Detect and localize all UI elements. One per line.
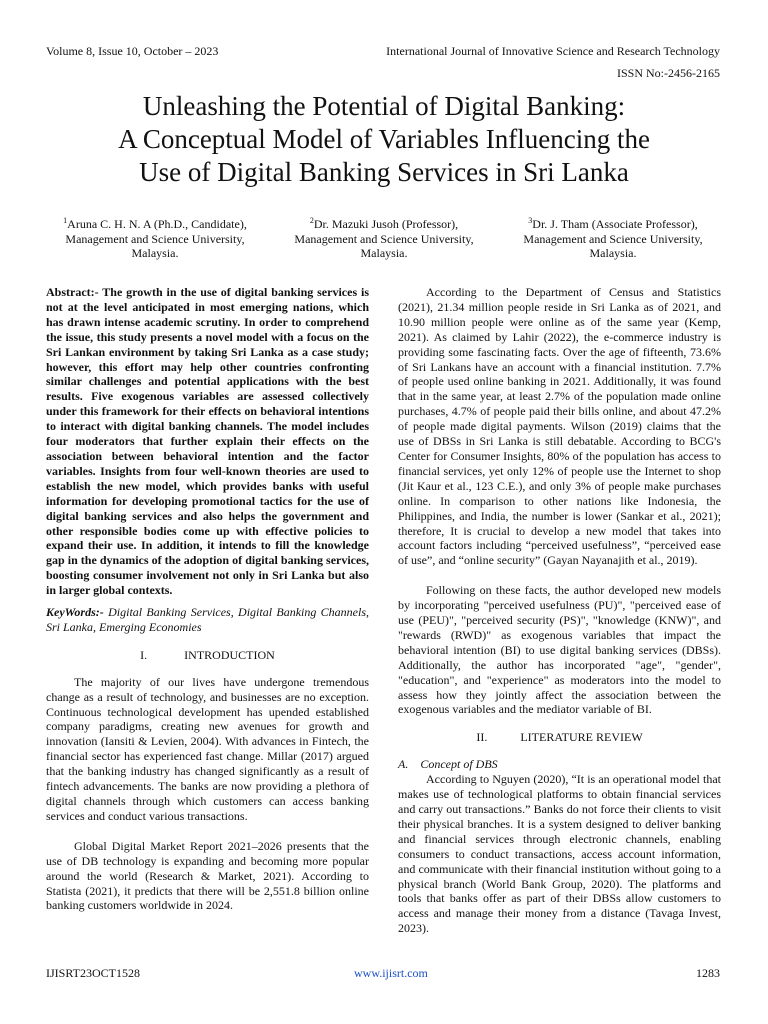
census-paragraph: According to the Department of Census and Statistics (2021), 21.34 million people reside in Sri Lanka as of 2021, and 10.90 million people were online as of the same year (Kemp, 2021). As claimed by Lahir (2022), the e-commerce industry is providing some fascinating facts. Over the age of fifteenth, 73.6% of Sri Lankans have an account with a financial institution. 7.7% of people used online banking in 2021. Additionally, it was found that in the same year, at least 2.7% of the population made online purchases, 4.7% of people paid their bills online, and about 47.2% of people made digital payments. Wilson (2019) claims that the use of DBSs in Sri Lanka is still debatable. According to BCG's Center for Consumer Insights, 80% of the population has access to financial services, yet only 12% of people use the Internet to shop (Jit Kaur et al., 123 C.E.), and only 3% of people make purchases online. In comparison to other nations like Indonesia, the Philippines, and India, the number is lower (Sankar et al., 2021); therefore, It is crucial to develop a new model that takes into account factors including “perceived usefulness”, “perceived ease of use”, and “online security” (Gayan Nayanajith et al., 2019). xyxy=(398,285,721,568)
title-line: A Conceptual Model of Variables Influencing the xyxy=(118,124,650,154)
author-country: Malaysia. xyxy=(360,246,408,260)
section-number: I. xyxy=(140,647,148,662)
page-number: 1283 xyxy=(696,966,720,980)
section-number: II. xyxy=(476,730,488,745)
author-sup: 1 xyxy=(63,216,68,225)
author-country: Malaysia. xyxy=(589,246,637,260)
paper-code: IJISRT23OCT1528 xyxy=(46,966,140,980)
author-sup: 3 xyxy=(528,216,533,225)
author-affiliation: Management and Science University, xyxy=(523,231,703,246)
intro-paragraph-2: Global Digital Market Report 2021–2026 presents that the use of DB technology is expanding and becoming more popular around the world (Research & Market, 2021). According to Statista (2021), it predicts that there will be 2,551.8 billion online banking customers worldwide in 2024. xyxy=(46,838,369,913)
author-1 xyxy=(40,214,270,261)
author-sup: 2 xyxy=(309,216,314,225)
left-column xyxy=(46,285,369,913)
right-column xyxy=(398,285,721,936)
author-3 xyxy=(498,214,728,261)
keywords-text: Digital Banking Services, Digital Banking Channels, Sri Lanka, Emerging Economies xyxy=(46,605,370,634)
journal-url-link[interactable]: www.ijisrt.com xyxy=(354,966,428,980)
section-title: INTRODUCTION xyxy=(184,647,275,662)
subsection-heading: A. Concept of DBS xyxy=(398,757,498,772)
author-country: Malaysia. xyxy=(131,246,179,260)
author-name: Dr. Mazuki Jusoh (Professor), xyxy=(313,217,459,231)
author-name: Dr. J. Tham (Associate Professor), xyxy=(532,217,698,231)
model-paragraph: Following on these facts, the author developed new models by incorporating "perceived usefulness (PU)", "perceived ease of use (PEU)", "perceived security (PS)", "knowledge (KNW)", and "rewards (RWD)" as exogenous variables that impact the behavioral intention (BI) to use digital banking services (DBSs). Additionally, the author has incorporated "age", "gender", "education", and "experience" as moderators into the model to assess how they jointly affect the association between the exogenous variables and the mediator variable of BI. xyxy=(398,583,721,717)
section-title: LITERATURE REVIEW xyxy=(520,730,643,745)
author-name: Aruna C. H. N. A (Ph.D., Candidate), xyxy=(67,217,247,231)
journal-name: International Journal of Innovative Science and Research Technology xyxy=(386,44,720,58)
author-affiliation: Management and Science University, xyxy=(65,231,245,246)
issn: ISSN No:-2456-2165 xyxy=(616,66,720,80)
section-heading-introduction xyxy=(46,648,369,663)
author-2 xyxy=(269,214,499,261)
intro-paragraph-1: The majority of our lives have undergone tremendous change as a result of technology, and businesses are no exception. Continuous technological development has upended established company paradigms, creating new avenues for growth and innovation (Iansiti & Levien, 2004). With advances in Fintech, the financial sector has experienced fast change. Millar (2017) argued that the banking industry has changed significantly as a result of fintech advancements. The banks are now providing a plethora of digital channels through which customers can access banking services and conduct various transactions. xyxy=(46,674,369,823)
title-line: Unleashing the Potential of Digital Banking: xyxy=(142,91,626,121)
section-heading-literature xyxy=(398,730,721,745)
volume-info: Volume 8, Issue 10, October – 2023 xyxy=(46,44,219,58)
author-affiliation: Management and Science University, xyxy=(294,231,474,246)
keywords-label: KeyWords:- xyxy=(46,605,104,620)
keywords xyxy=(46,605,369,635)
title-line: Use of Digital Banking Services in Sri Lanka xyxy=(139,157,629,187)
abstract: Abstract:- The growth in the use of digital banking services is not at the level anticipated in most emerging nations, which has drawn intense academic scrutiny. In order to comprehend the issue, this study presents a novel model with a focus on the Sri Lankan environment by taking Sri Lanka as a case study; however, this effort may help other countries confronting similar challenges and potential applications with the best results. Five exogenous variables are assessed collectively under this framework for their effects on behavioral intentions to interact with digital banking channels. The model includes four moderators that further explain their effects on the association between behavioral intention and the factor variables. Insights from four well-known theories are used to establish the new model, which provides banks with useful information for developing promotional tactics for the use of digital banking services and also helps the government and other responsible bodies come up with effective policies to expand their use. In addition, it intends to fill the knowledge gap in the dynamics of the adoption of digital banking services, boosting consumer involvement not only in Sri Lanka but also in larger global contexts. xyxy=(46,285,369,598)
paper-title xyxy=(40,90,728,189)
dbs-concept-paragraph: According to Nguyen (2020), “It is an operational model that makes use of technological platforms to obtain financial services and carry out transactions.” Banks do not force their clients to visit their physical branches. It is a system designed to deliver banking and financial services through electronic channels, enabling consumers to conduct transactions, access account information, and communicate with their financial institution without going to a physical branch (World Bank Group, 2020). The platforms and tools that banks offer as part of their DBSs allow customers to access and manage their money from a distance (Tavaga Invest, 2023). xyxy=(398,772,721,936)
